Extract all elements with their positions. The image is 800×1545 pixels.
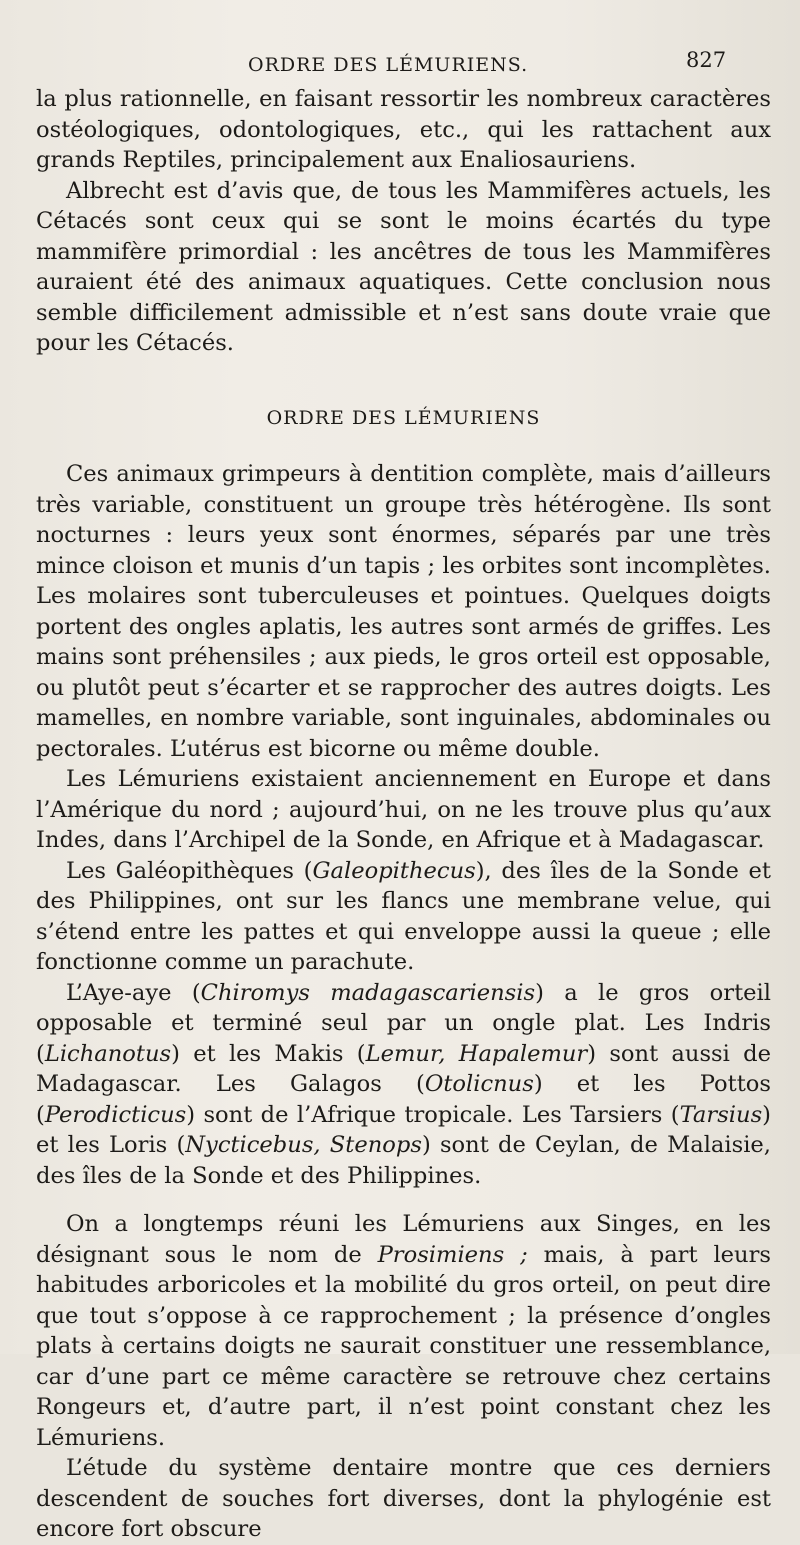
paragraph-aye-aye [36, 978, 771, 1192]
taxon-name: Lichanotus [44, 1040, 172, 1067]
text-segment: On a longtemps réuni les Lémuriens aux Singes, en les désignant sous le nom de [36, 1211, 771, 1268]
text-segment: Les Galéopithèques ( [66, 857, 313, 884]
text-segment: ) sont de Ceylan, de Malaisie, des îles de la Sonde et des Philippines. [36, 1132, 771, 1189]
paragraph-prosimiens [36, 1209, 771, 1453]
taxon-name: Lemur, Hapalemur [365, 1040, 588, 1067]
taxon-name: Perodicticus [44, 1101, 187, 1128]
taxon-name: Otolicnus [424, 1071, 534, 1097]
taxon-name: Prosimiens ; [377, 1241, 528, 1268]
text-segment: ), des îles de la Sonde et des Philippines, ont sur les flancs une membrane velue, qui s’étend entre les pattes et qui enveloppe aussi la queue ; elle fonctionne comme un parachute. [36, 857, 771, 975]
paragraph-galeopitheques [36, 856, 771, 978]
taxon-name: Chiromys madagascariensis [200, 979, 536, 1006]
running-head: ORDRE DES LÉMURIENS. [248, 54, 529, 76]
paragraph-dentition: L’étude du système dentaire montre que ces derniers descendent de souches fort diverses, dont la phylogénie est encore fort obscure [36, 1455, 771, 1542]
paragraph-albrecht: Albrecht est d’avis que, de tous les Mammifères actuels, les Cétacés sont ceux qui se sont le moins écartés du type mammifère primordial : les ancêtres de tous les Mammifères auraient été des animaux aquatiques. Cette conclusion nous semble difficilement admissible et n’est sans doute vraie que pour les Cétacés. [36, 177, 771, 356]
text-segment: L’Aye-aye ( [66, 979, 201, 1006]
page-number: 827 [686, 48, 727, 72]
text-segment: ) et les Makis ( [171, 1040, 366, 1067]
text-segment: ) et les Loris ( [36, 1101, 771, 1158]
taxon-name: Galeopithecus [312, 857, 476, 884]
taxon-name: Nycticebus, Stenops [185, 1132, 422, 1158]
taxon-name: Tarsius [679, 1101, 763, 1128]
text-segment: mais, à part leurs habitudes arboricoles et la mobilité du gros orteil, on peut dire que tout s’oppose à ce rapprochement ; la présence d’ongles plats à certains doigts ne saurait constituer une ressemblance, car d’une part ce même caractère se retrouve chez certains Rongeurs et, d’autre part, il n’est point constant chez les Lémuriens. [36, 1241, 771, 1451]
page-body [36, 84, 771, 1545]
text-segment: ) sont aussi de Madagascar. Les Galagos ( [36, 1040, 771, 1097]
text-segment: ) a le gros orteil opposable et terminé seul par un ongle plat. Les Indris ( [36, 979, 771, 1067]
text-segment: ) et les Pottos ( [36, 1071, 771, 1128]
page-header [0, 48, 800, 78]
paragraph-distribution: Les Lémuriens existaient anciennement en Europe et dans l’Amérique du nord ; aujourd’hui, on ne les trouve plus qu’aux Indes, dans l’Archipel de la Sonde, en Afrique et à Madagascar. [36, 766, 771, 853]
text-segment: ) sont de l’Afrique tropicale. Les Tarsiers ( [186, 1101, 680, 1128]
paragraph-description: Ces animaux grimpeurs à dentition complète, mais d’ailleurs très variable, constituent un groupe très hétérogène. Ils sont nocturnes : leurs yeux sont énormes, séparés par une très mince cloison et munis d’un tapis ; les orbites sont incomplètes. Les molaires sont tuberculeuses et pointues. Quelques doigts portent des ongles aplatis, les autres sont armés de griffes. Les mains sont préhensiles ; aux pieds, le gros orteil est opposable, ou plutôt peut s’écarter et se rapprocher des autres doigts. Les mamelles, en nombre variable, sont inguinales, abdominales ou pectorales. L’utérus est bicorne ou même double. [36, 461, 771, 762]
paragraph-continuation: la plus rationnelle, en faisant ressortir les nombreux caractères ostéologiques, odontologiques, etc., qui les rattachent aux grands Reptiles, principalement aux Enaliosauriens. [36, 86, 771, 173]
section-title: ORDRE DES LÉMURIENS [266, 406, 541, 429]
